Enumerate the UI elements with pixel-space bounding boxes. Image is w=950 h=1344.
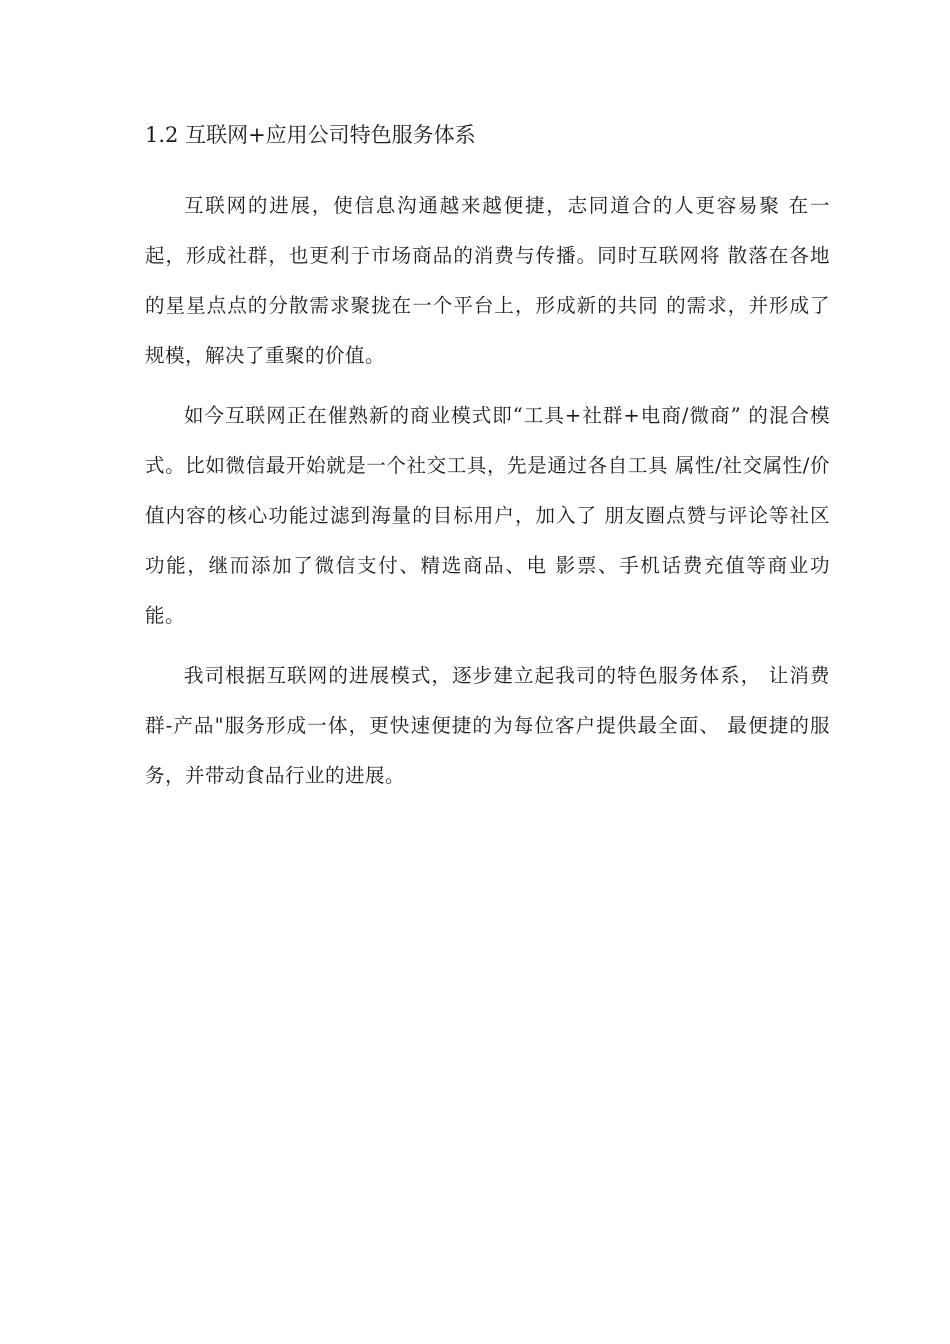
paragraph-internet-development: 互联网的进展，使信息沟通越来越便捷，志同道合的人更容易聚 在一起，形成社群，也更利于市场商品的消费与传播。同时互联网将 散落在各地的星星点点的分散需求聚拢在一个平台上，形成新的共同 的需求，并形成了规模，解决了重聚的价值。 <box>145 194 830 367</box>
section-title: 1.2 互联网+应用公司特色服务体系 <box>145 123 476 147</box>
paragraph-business-model: 如今互联网正在催熟新的商业模式即“工具+社群+电商/微商” 的混合模式。比如微信最开始就是一个社交工具，先是通过各自工具 属性/社交属性/价值内容的核心功能过滤到海量的目标用户，加入了 朋友圈点赞与评论等社区功能，继而添加了微信支付、精选商品、电 影票、手机话费充值等商业功能。 <box>145 404 830 627</box>
body-text <box>145 181 830 811</box>
paragraph-company-service-system: 我司根据互联网的进展模式，逐步建立起我司的特色服务体系， 让消费群-产品"服务形成一体，更快速便捷的为每位客户提供最全面、 最便捷的服务，并带动食品行业的进展。 <box>145 664 830 787</box>
